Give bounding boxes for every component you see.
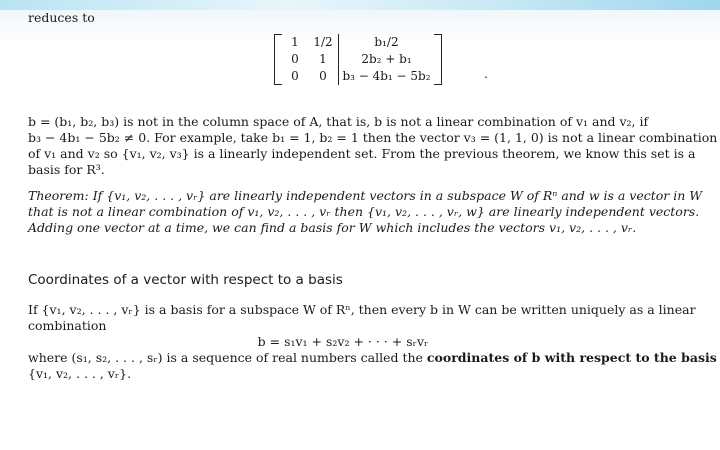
- matrix-cell: 1/2: [313, 35, 333, 49]
- matrix-cell: 1: [291, 35, 299, 49]
- matrix-cell: 1: [319, 52, 327, 66]
- paragraph-coordinates: [28, 350, 717, 382]
- right-bracket: [434, 34, 442, 85]
- matrix-terminator: .: [484, 67, 488, 81]
- paragraph-line: b = (b₁, b₂, b₃) is not in the column space of A, that is, b is not a linear combination of v₁ and v₂, if: [28, 114, 649, 129]
- matrix-cell: 0: [291, 69, 299, 83]
- paragraph-line: b₃ − 4b₁ − 5b₂ ≠ 0. For example, take b₁ = 1, b₂ = 1 then the vector v₃ = (1, 1, 0) is not a linear combination: [28, 130, 718, 145]
- matrix-cell: b₁/2: [338, 34, 434, 51]
- left-bracket: [274, 34, 282, 85]
- linear-combination-formula: b = s₁v₁ + s₂v₂ + · · · + sᵣvᵣ: [257, 334, 429, 349]
- paragraph-basis: [28, 302, 698, 334]
- paragraph-column-space: [28, 114, 718, 178]
- paragraph-line: combination: [28, 318, 107, 333]
- matrix-block: [28, 26, 698, 96]
- intro-text: reduces to: [28, 10, 95, 25]
- theorem-line: Theorem: If {v₁, v₂, . . . , vᵣ} are linearly independent vectors in a subspace W of Rⁿ and w is a vector in W: [28, 188, 703, 203]
- coordinates-definition: coordinates of b with respect to the basis: [426, 350, 717, 365]
- theorem-block: [28, 188, 703, 236]
- paragraph-line: If {v₁, v₂, . . . , vᵣ} is a basis for a subspace W of Rⁿ, then every b in W can be written uniquely as a linear: [28, 302, 696, 317]
- matrix-cell: 0: [291, 52, 299, 66]
- theorem-line: Adding one vector at a time, we can find a basis for W which includes the vectors v₁, v₂, . . . , vᵣ.: [28, 220, 637, 235]
- matrix-cell: 0: [319, 69, 327, 83]
- theorem-line: that is not a linear combination of v₁, v₂, . . . , vᵣ then {v₁, v₂, . . . , vᵣ, w} are linearly independent vectors.: [28, 204, 700, 219]
- paragraph-line: [28, 350, 717, 366]
- paragraph-line: of v₁ and v₂ so {v₁, v₂, v₃} is a linearly independent set. From the previous theorem, we know this set is a: [28, 146, 696, 161]
- document-content: [28, 10, 718, 382]
- augmented-matrix: [274, 34, 442, 85]
- top-decorative-band: [0, 0, 720, 10]
- matrix-cell: b₃ − 4b₁ − 5b₂: [338, 68, 434, 85]
- matrix-cell: 2b₂ + b₁: [338, 51, 434, 68]
- matrix-grid: [282, 34, 434, 85]
- paragraph-line: {v₁, v₂, . . . , vᵣ}.: [28, 366, 132, 381]
- coordinates-text: where (s₁, s₂, . . . , sᵣ) is a sequence of real numbers called the: [28, 350, 427, 365]
- paragraph-line: basis for R³.: [28, 162, 105, 177]
- section-heading: Coordinates of a vector with respect to a basis: [28, 272, 343, 288]
